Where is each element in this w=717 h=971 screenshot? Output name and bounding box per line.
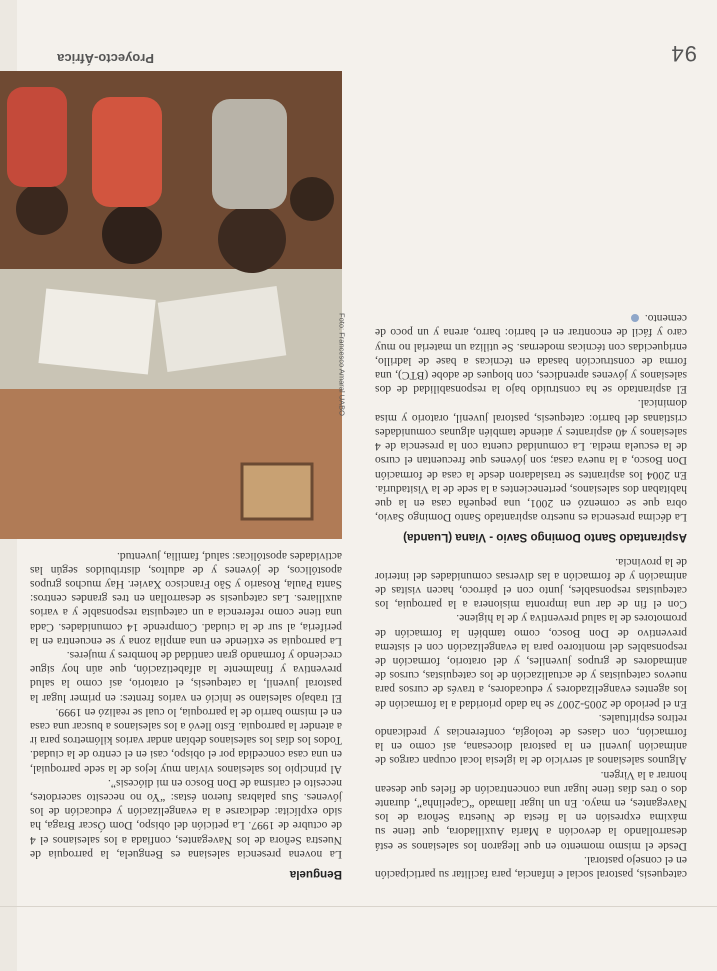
page-number: 94	[670, 41, 697, 66]
header-band	[0, 906, 717, 971]
section-heading-aspirantado: Aspirantado Santo Domingo Savio - Viana (Luanda)	[403, 531, 687, 545]
section-heading-benguela: Benguela	[289, 868, 342, 881]
running-header-section: Proyecto-África	[57, 51, 154, 66]
photo-credit: Foto: Francesco Amaral UABO	[337, 313, 347, 416]
paragraph-text: El aspirantado se ha construido bajo la responsabilidad de dos salesianos y jóvenes aprendices, con bloques de adobe (BTC), una forma de construcción basada en técnicas a base de ladrillo, enriquecidas con técnicas modernas. Se utiliza un material no muy caro y fácil de encontrar en el barrio: barro, arena y un poco de cemento.	[375, 312, 687, 397]
left-text-column	[375, 36, 687, 881]
end-of-article-dot-icon	[631, 314, 639, 322]
paragraph: En el periodo de 2005-2007 se ha dado prioridad a la formación de los agentes evangelizadores y educadores, a través de cursos para nuevos catequistas y de actualización de los catequistas, cursos de animadores de grupos juveniles, y del oratorio, formación de responsables del monitoreo para la evangelización con el sistema preventivo de Don Bosco, como también la formación de promotores de la salud preventiva y de la higiene.	[375, 612, 687, 711]
paragraph: Al principio los salesianos vivían muy lejos de la sede parroquial, en una casa concedida por el obispo, casi en el centro de la ciudad. Todos los días los salesianos debían andar varios kilómetros para ir a atender la parroquia. Esto llevó a los salesianos a buscar una casa en el mismo barrio de la parroquia, lo cual se realizó en 1999.	[30, 705, 342, 776]
classroom-photo	[0, 71, 347, 539]
classroom-photo-icon	[0, 71, 347, 539]
paragraph: Algunos salesianos al servicio de la iglesia local ocupan cargos de animación juvenil en la pastoral diocesana, así como en la formación, con clases de teología, conferencias y predicando retiros espirituales.	[375, 711, 687, 768]
paragraph: La parroquia se extiende en una amplia zona y se encuentra en la periferia, al sur de la ciudad. Comprende 14 comunidades. Cada una tiene como referencia a un catequista responsable y a varios auxiliares. Las catequesis se desarrollan en tres grandes centros: Santa Paula, Rosario y São Francisco Xavier. Hay muchos grupos apostólicos, de jóvenes y de adultos, distribuidos según las actividades apostólicas: salud, familia, juventud.	[30, 549, 342, 648]
paragraph: Con el fin de dar una impronta misionera a la parroquia, los catequistas responsables, junto con el párroco, hacen visitas de animación y de formación a las diversas comunidades del interior de la provincia.	[375, 555, 687, 612]
paragraph: Desde el mismo momento en que llegaron los salesianos se está desarrollando la devoción a María Auxiliadora, que tiene su máxima expresión en la fiesta de Nuestra Señora de los Navegantes, en mayo. En un lugar llamado “Capelinha”, durante dos o tres días tiene lugar una concentración de fieles que desean honrar a la Virgen.	[375, 768, 687, 853]
paragraph: El trabajo salesiano se inició en varios frentes: en primer lugar la pastoral juvenil, la catequesis, el oratorio, así como la salud preventiva y finalmente la alfabetización, que aún hoy sigue creciendo y formando gran cantidad de hombres y mujeres.	[30, 648, 342, 705]
paragraph: La décima presencia es nuestro aspirantado Santo Domingo Savio, obra que se comenzó en 2001, una pequeña casa en la que habitaban dos salesianos, pertenecientes a la sede de la Visitaduría. En 2004 los aspirantes se trasladaron desde la casa de formación Don Bosco, a la nueva casa; son jóvenes que frecuentan el curso de la escuela media. La comunidad cuenta con la presencia de 4 salesianos y 40 aspirantes y atiende también algunas comunidades cristianas del barrio: catequesis, pastoral juvenil, oratorio y misa dominical.	[375, 397, 687, 525]
paragraph: La novena presencia salesiana es Benguela, la parroquia de Nuestra Señora de los Navegantes, confiada a los salesianos el 4 de octubre de 1997. La petición del obispo, Dom Óscar Braga, ha sido explícita: dedicarse a la evangelización y educación de los jóvenes. Sus palabras fueron éstas: “Yo no necesito sacerdotes, necesito el carisma de Don Bosco en mi diócesis”.	[30, 776, 342, 861]
right-text-column	[30, 551, 342, 881]
paragraph: catequesis, pastoral social e infancia, para facilitar su participación en el consejo pastoral.	[375, 853, 687, 881]
paragraph	[375, 311, 687, 396]
